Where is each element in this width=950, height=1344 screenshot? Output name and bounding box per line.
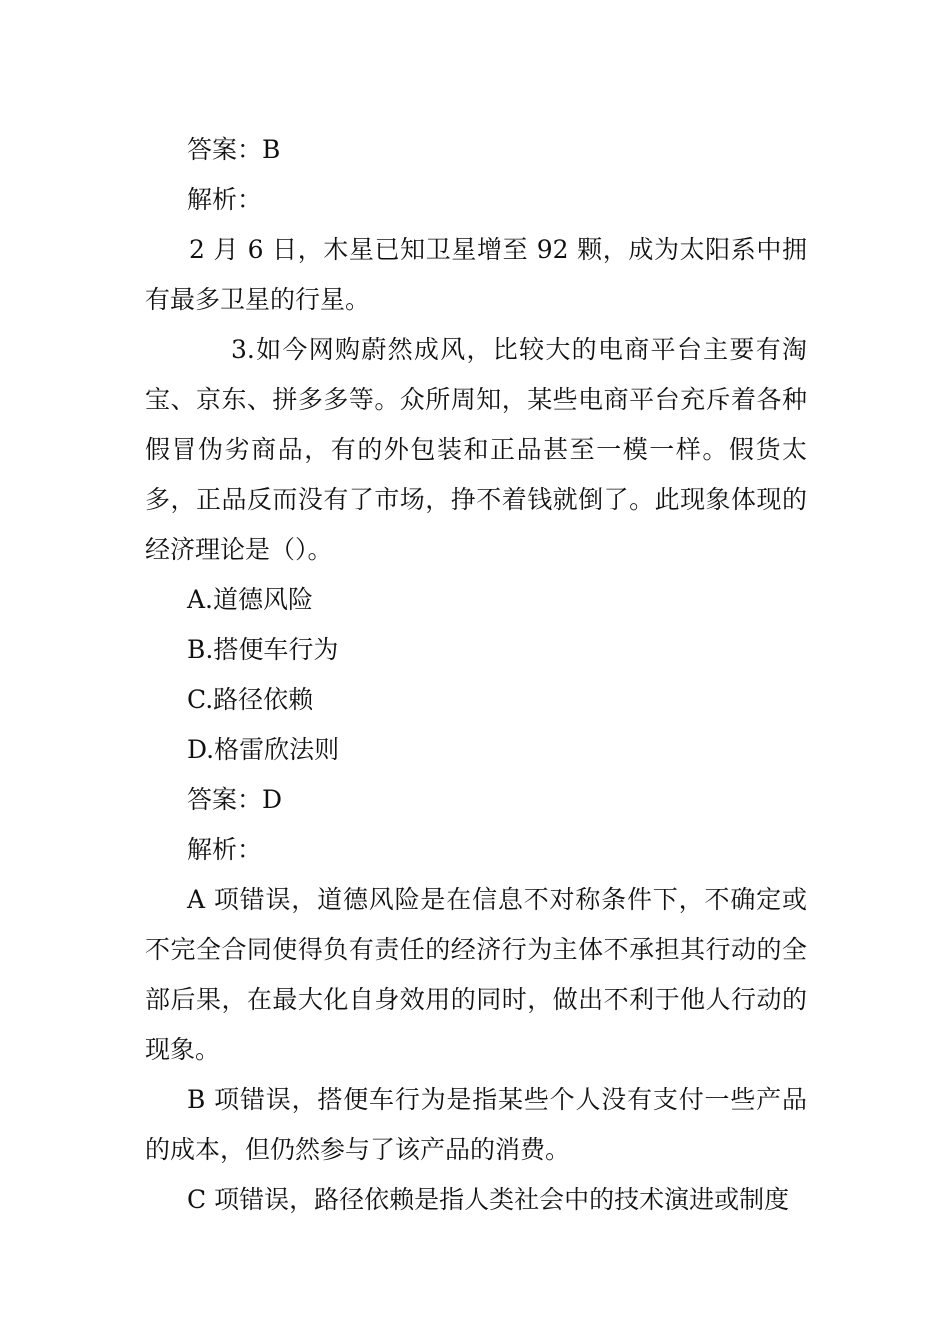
analysis-option-b: B 项错误，搭便车行为是指某些个人没有支付一些产品的成本，但仍然参与了该产品的消费。	[145, 1085, 807, 1164]
analysis-text-previous: 2 月 6 日，木星已知卫星增至 92 颗，成为太阳系中拥有最多卫星的行星。	[145, 235, 807, 314]
analysis-label-question-3: 解析：	[187, 835, 263, 864]
option-a: A.道德风险	[187, 585, 314, 614]
answer-line-question-3: 答案：D	[187, 785, 283, 814]
analysis-label-previous: 解析：	[187, 185, 263, 214]
question-3-stem: 3.如今网购蔚然成风，比较大的电商平台主要有淘宝、京东、拼多多等。众所周知，某些电商平台充斥着各种假冒伪劣商品，有的外包装和正品甚至一模一样。假货太多，正品反而没有了市场，挣不着钱就倒了。此现象体现的经济理论是（）。	[145, 335, 807, 564]
analysis-option-a: A 项错误，道德风险是在信息不对称条件下，不确定或不完全合同使得负有责任的经济行为主体不承担其行动的全部后果，在最大化自身效用的同时，做出不利于他人行动的现象。	[145, 885, 807, 1064]
document-body	[145, 125, 807, 1225]
option-b: B.搭便车行为	[187, 635, 339, 664]
answer-line-previous: 答案：B	[187, 135, 281, 164]
option-d: D.格雷欣法则	[187, 735, 340, 764]
option-c: C.路径依赖	[187, 685, 314, 714]
analysis-option-c: C 项错误，路径依赖是指人类社会中的技术演进或制度	[187, 1185, 790, 1214]
